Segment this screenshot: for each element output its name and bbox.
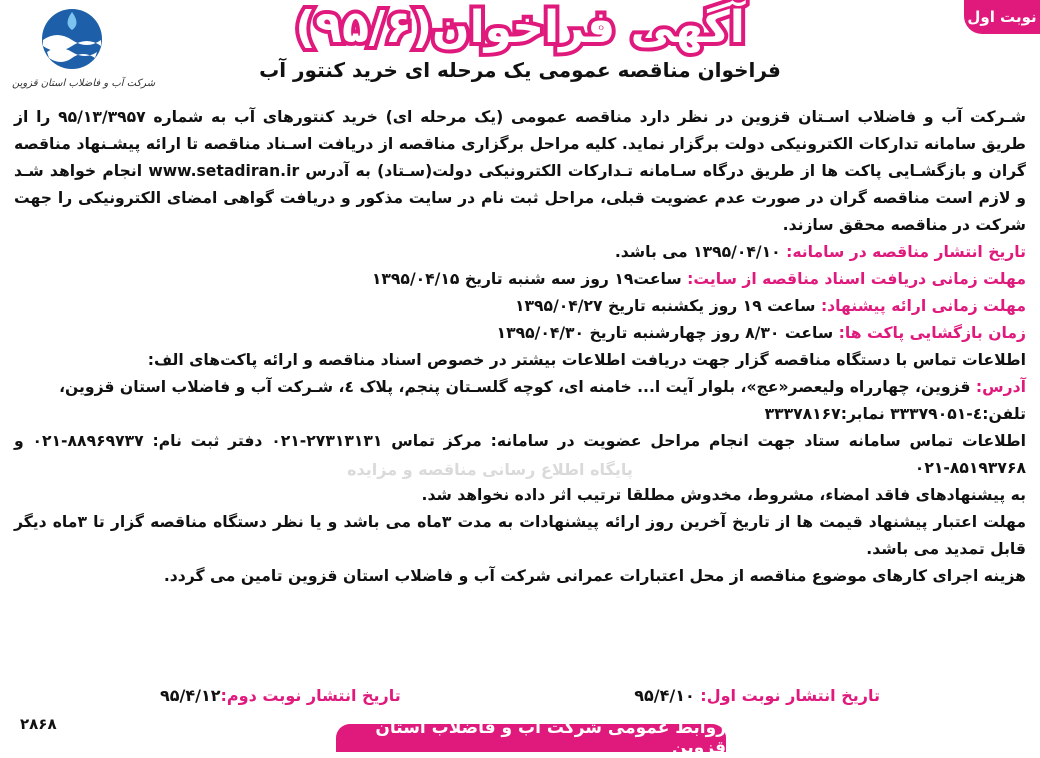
address-label: آدرس:	[975, 378, 1026, 396]
notice-body	[14, 104, 1026, 590]
receive-deadline-value: ساعت۱۹ روز سه شنبه تاریخ ۱۳۹۵/۰۴/۱۵	[371, 270, 688, 288]
ad-number: ۲۸۶۸	[20, 715, 57, 733]
second-publication-label: تاریخ انتشار نوبت دوم:	[220, 686, 401, 705]
intro-paragraph: شـرکت آب و فاضلاب اسـتان قزوین در نظر دارد مناقصه عمومی (یک مرحله ای) خرید کنتورهای آب به شماره ۹۵/۱۳/۳۹۵۷ را از طریق سامانه تدارکات الکترونیکی دولت برگزار نماید. کلیه مراحل برگزاری مناقصه از دریافت اسـناد مناقصه تا ارائه پیشـنهاد مناقصه گران و بازگشـایی پاکت ها از طریق درگاه سـامانه تـدارکات الکترونیکی دولت(سـتاد) به آدرس www.setadiran.ir انجام خواهد شـد و لازم است مناقصه گران در صورت عدم عضویت قبلی، مراحل ثبت نام در سایت مذکور و دریافت گواهی امضای الکترونیکی را جهت شرکت در مناقصه محقق سازند.	[14, 108, 1026, 234]
publication-badge: نوبت اول	[964, 0, 1040, 34]
opening-time-value: ساعت ۸/۳۰ روز چهارشنبه تاریخ ۱۳۹۵/۰۴/۳۰	[496, 324, 839, 342]
publish-date-value: ۱۳۹۵/۰۴/۱۰ می باشد.	[614, 243, 787, 261]
second-publication	[160, 686, 401, 705]
address-line	[14, 374, 1026, 401]
publication-dates	[160, 686, 880, 705]
watermark: پایگاه اطلاع رسانی مناقصه و مزایده	[347, 460, 633, 479]
setad-contact-line: اطلاعات تماس سامانه ستاد جهت انجام مراحل عضویت در سامانه: مرکز تماس ۲۷۳۱۳۱۳۱-۰۲۱ دفتر ثبت نام: ۸۸۹۶۹۷۳۷-۰۲۱ و ۸۵۱۹۳۷۶۸-۰۲۱	[14, 432, 1026, 477]
publish-date-line	[14, 239, 1026, 266]
page-title: آگهی فراخوان(۹۵/۶)	[295, 2, 745, 53]
company-logo	[12, 6, 156, 106]
first-publication	[634, 686, 880, 705]
footer-banner: روابط عمومی شرکت آب و فاضلاب استان قزوین	[336, 724, 726, 752]
contact-intro: اطلاعات تماس با دستگاه مناقصه گزار جهت دریافت اطلاعات بیشتر در خصوص اسناد مناقصه و ارائه پاکت‌های الف:	[147, 351, 1026, 369]
invalid-offers-note: به پیشنهادهای فاقد امضاء، مشروط، مخدوش مطلقا ترتیب اثر داده نخواهد شد.	[421, 486, 1026, 504]
first-publication-label: تاریخ انتشار نوبت اول:	[700, 686, 880, 705]
publish-date-label: تاریخ انتشار مناقصه در سامانه:	[786, 243, 1026, 261]
validity-note: مهلت اعتبار پیشنهاد قیمت ها از تاریخ آخرین روز ارائه پیشنهادات به مدت ۳ماه می باشد و یا نظر دستگاه مناقصه گزار تا ۳ماه دیگر قابل تمدید می باشد.	[14, 513, 1026, 558]
offer-deadline-label: مهلت زمانی ارائه پیشنهاد:	[820, 297, 1026, 315]
offer-deadline-line	[14, 293, 1026, 320]
second-publication-value: ۹۵/۴/۱۲	[160, 686, 221, 705]
address-value: قزوین، چهارراه ولیعصر«عج»، بلوار آیت ا... خامنه ای، کوچه گلسـتان پنجم، پلاک ٤، شـرکت آب و فاضلاب استان قزوین،	[59, 378, 976, 396]
cost-note: هزینه اجرای کارهای موضوع مناقصه از محل اعتبارات عمرانی شرکت آب و فاضلاب استان قزوین تامین می گردد.	[163, 567, 1026, 585]
first-publication-value: ۹۵/۴/۱۰	[634, 686, 701, 705]
logo-caption: شرکت آب و فاضلاب استان قزوین	[12, 78, 156, 89]
offer-deadline-value: ساعت ۱۹ روز یکشنبه تاریخ ۱۳۹۵/۰۴/۲۷	[515, 297, 821, 315]
receive-deadline-line	[14, 266, 1026, 293]
opening-time-label: زمان بازگشایی پاکت ها:	[838, 324, 1026, 342]
phone-line: تلفن:٤-۳۳۳۷۹۰۵۱ نمابر:۳۳۳۷۸۱۶۷	[764, 405, 1026, 423]
opening-time-line	[14, 320, 1026, 347]
page-subtitle: فراخوان مناقصه عمومی یک مرحله ای خرید کنتور آب	[259, 58, 781, 82]
receive-deadline-label: مهلت زمانی دریافت اسناد مناقصه از سایت:	[687, 270, 1026, 288]
water-drop-logo-icon	[37, 6, 107, 72]
